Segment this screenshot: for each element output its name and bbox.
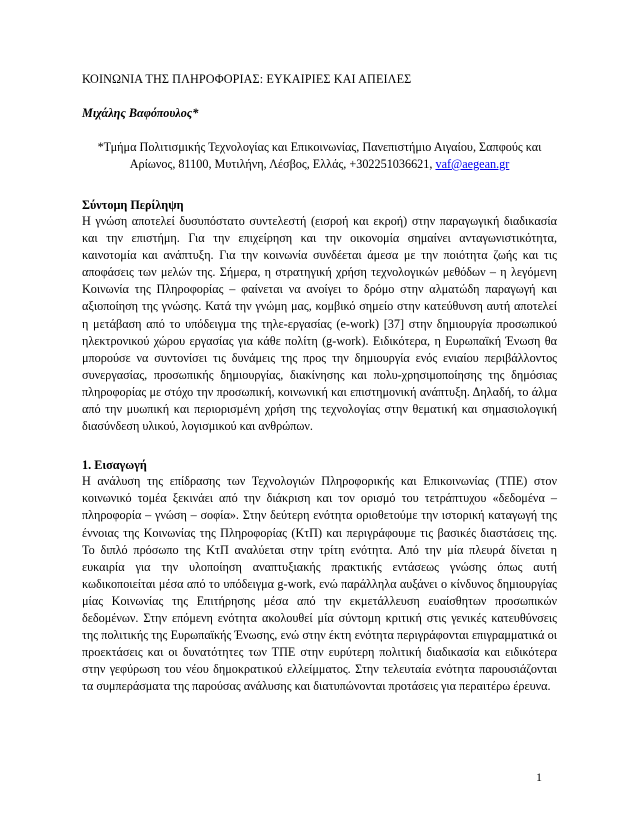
abstract-paragraph: Η γνώση αποτελεί δυσυπόστατο συντελεστή (εισροή και εκροή) στην παραγωγική διαδικασία και την επιστήμη. Για την επιχείρηση και την οικονομία σημαίνει ανταγωνιστικότητα, καινοτομία και ανάπτυξη. Για την κοινωνία συνδέεται άμεσα με την ποιότητα ζωής και τις αποφάσεις των μελών της. Σήμερα, η στρατηγική χρήση τεχνολογικών μεθόδων – η λεγόμενη Κοινωνία της Πληροφορίας – φαίνεται να ανοίγει το δρόμο στην αλματώδη παραγωγή και αξιοποίηση της γνώσης. Κατά την γνώμη μας, κομβικό σημείο στην κατεύθυνση αυτή αποτελεί η μετάβαση από το υπόδειγμα της τηλε-εργασίας (e-work) [37] στην δημιουργία προσωπικού ηλεκτρονικού χώρου εργασίας για κάθε πολίτη (g-work). Ειδικότερα, η Ευρωπαϊκή Ένωση θα μπορούσε να συντονίσει τις δυνάμεις της προς την δημιουργία ενός ενιαίου περιβάλλοντος συνεργασίας, προσωπικής δημιουργίας, διακίνησης και πολυ-χρησιμοποίησης της δημόσιας πληροφορίας με στόχο την προσωπική, κοινωνική και επιστημονική ανάπτυξη. Δηλαδή, το άλμα από την μυωπική και περιορισμένη χρήση της τεχνολογίας στην θεματική και σημασιολογική διασύνδεση υλικού, λογισμικού και ανθρώπων. (82, 214, 557, 434)
introduction-paragraph: Η ανάλυση της επίδρασης των Τεχνολογιών Πληροφορικής και Επικοινωνίας (ΤΠΕ) στον κοινωνικό τομέα ξεκινάει από την διάκριση και τον ορισμό του τετράπτυχου «δεδομένα – πληροφορία – γνώση – σοφία». Στην δεύτερη ενότητα οριοθετούμε την ιστορική καταγωγή της έννοιας της Κοινωνίας της Πληροφορίας (ΚτΠ) και περιγράφουμε τις βασικές διαστάσεις της. Το διπλό πρόσωπο της ΚτΠ αναλύεται στην τρίτη ενότητα. Από την μία πλευρά δίνεται η ευκαιρία για την υλοποίηση αναπτυξιακής πρακτικής εντάσεως γνώσης όπως αυτή κωδικοποιείται μέσα από το υπόδειγμα g-work, ενώ παράλληλα αυξάνει ο κίνδυνος δημιουργίας μίας Κοινωνίας της Επιτήρησης μέσα από την εκμετάλλευση ευαίσθητων προσωπικών δεδομένων. Στην επόμενη ενότητα ακολουθεί μία σύντομη κριτική στις γενικές κατευθύνσεις της πολιτικής της Ευρωπαϊκής Ένωσης, ενώ στην έκτη ενότητα περιγράφονται επιγραμματικά οι προεκτάσεις και οι δυνατότητες των ΤΠΕ στην ευρύτερη πολιτική διαδικασία και ειδικότερα στην γεφύρωση του νέου δημοκρατικού ελλείμματος. Στην τελευταία ενότητα παρουσιάζονται τα συμπεράσματα της παρούσας ανάλυσης και διατυπώνονται προτάσεις για περαιτέρω έρευνα. (82, 474, 557, 694)
paper-title: ΚΟΙΝΩΝΙΑ ΤΗΣ ΠΛΗΡΟΦΟΡΙΑΣ: ΕΥΚΑΙΡΙΕΣ ΚΑΙ ΑΠΕΙΛΕΣ (82, 72, 412, 86)
affiliation (82, 139, 557, 173)
affiliation-text: *Τμήμα Πολιτισμικής Τεχνολογίας και Επικοινωνίας, Πανεπιστήμιο Αιγαίου, Σαπφούς και Αρίωνος, 81100, Μυτιλήνη, Λέσβος, Ελλάς, +302251036621, (97, 140, 542, 171)
page-number: 1 (536, 770, 542, 784)
introduction-heading: 1. Εισαγωγή (82, 458, 147, 473)
abstract-heading: Σύντομη Περίληψη (82, 198, 184, 212)
email-link[interactable]: vaf@aegean.gr (435, 157, 510, 171)
author-name: Μιχάλης Βαφόπουλος* (82, 106, 199, 120)
page-content (82, 71, 557, 695)
